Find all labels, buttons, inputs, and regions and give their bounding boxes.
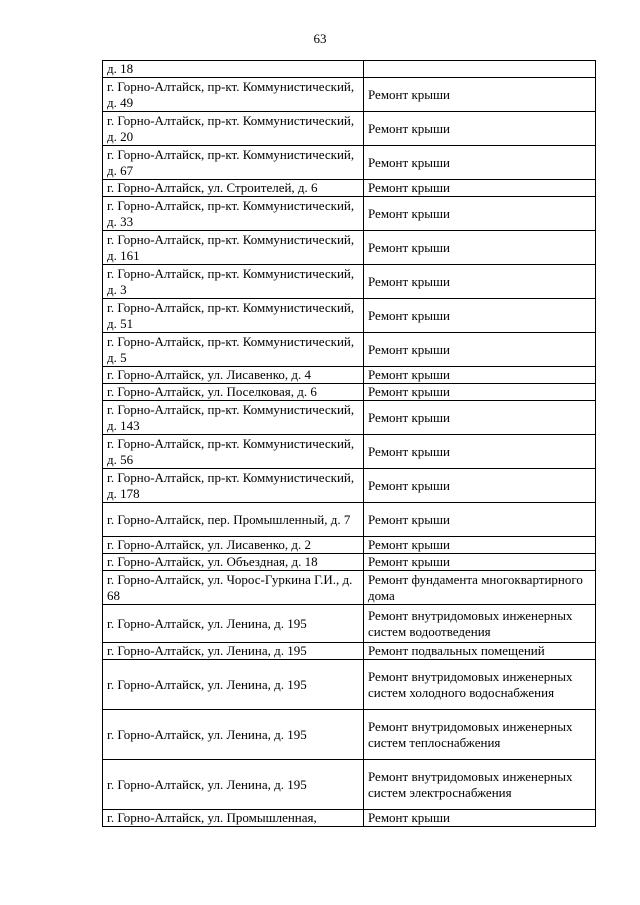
table-row (103, 469, 596, 503)
address-cell: г. Горно-Алтайск, пер. Промышленный, д. 7 (103, 503, 364, 537)
address-cell: д. 18 (103, 61, 364, 78)
table-row (103, 146, 596, 180)
address-cell: г. Горно-Алтайск, пр-кт. Коммунистический, д. 5 (103, 333, 364, 367)
table-row (103, 112, 596, 146)
work-type-cell: Ремонт крыши (364, 146, 596, 180)
work-type-cell: Ремонт внутридомовых инженерных систем теплоснабжения (364, 710, 596, 760)
work-type-cell: Ремонт крыши (364, 554, 596, 571)
address-cell: г. Горно-Алтайск, пр-кт. Коммунистический, д. 51 (103, 299, 364, 333)
address-cell: г. Горно-Алтайск, ул. Лисавенко, д. 2 (103, 537, 364, 554)
address-cell: г. Горно-Алтайск, ул. Промышленная, (103, 810, 364, 827)
address-cell: г. Горно-Алтайск, пр-кт. Коммунистический, д. 20 (103, 112, 364, 146)
work-type-cell: Ремонт крыши (364, 537, 596, 554)
address-cell: г. Горно-Алтайск, пр-кт. Коммунистический, д. 3 (103, 265, 364, 299)
table-row (103, 571, 596, 605)
work-type-cell: Ремонт крыши (364, 265, 596, 299)
table-row (103, 660, 596, 710)
table-row (103, 554, 596, 571)
page-number: 63 (313, 31, 327, 46)
address-cell: г. Горно-Алтайск, пр-кт. Коммунистический, д. 56 (103, 435, 364, 469)
work-type-cell: Ремонт крыши (364, 367, 596, 384)
table-row (103, 180, 596, 197)
address-cell: г. Горно-Алтайск, ул. Ленина, д. 195 (103, 643, 364, 660)
table-row (103, 299, 596, 333)
table-row (103, 231, 596, 265)
table-row (103, 265, 596, 299)
table-row (103, 78, 596, 112)
address-cell: г. Горно-Алтайск, пр-кт. Коммунистический, д. 49 (103, 78, 364, 112)
work-type-cell: Ремонт крыши (364, 810, 596, 827)
address-cell: г. Горно-Алтайск, ул. Строителей, д. 6 (103, 180, 364, 197)
table-row (103, 367, 596, 384)
work-type-cell: Ремонт крыши (364, 78, 596, 112)
address-cell: г. Горно-Алтайск, ул. Ленина, д. 195 (103, 710, 364, 760)
address-cell: г. Горно-Алтайск, пр-кт. Коммунистический, д. 178 (103, 469, 364, 503)
table-row (103, 333, 596, 367)
work-type-cell: Ремонт крыши (364, 197, 596, 231)
table-row (103, 61, 596, 78)
table-row (103, 197, 596, 231)
work-type-cell: Ремонт крыши (364, 401, 596, 435)
work-type-cell: Ремонт крыши (364, 384, 596, 401)
table-row (103, 710, 596, 760)
work-type-cell: Ремонт внутридомовых инженерных систем холодного водоснабжения (364, 660, 596, 710)
address-cell: г. Горно-Алтайск, ул. Ленина, д. 195 (103, 760, 364, 810)
table-row (103, 605, 596, 643)
address-cell: г. Горно-Алтайск, пр-кт. Коммунистический, д. 67 (103, 146, 364, 180)
table-row (103, 401, 596, 435)
table-row (103, 810, 596, 827)
work-type-cell: Ремонт фундамента многоквартирного дома (364, 571, 596, 605)
table-row (103, 384, 596, 401)
address-cell: г. Горно-Алтайск, ул. Объездная, д. 18 (103, 554, 364, 571)
work-type-cell: Ремонт крыши (364, 333, 596, 367)
work-type-cell: Ремонт подвальных помещений (364, 643, 596, 660)
address-cell: г. Горно-Алтайск, пр-кт. Коммунистический, д. 143 (103, 401, 364, 435)
address-cell: г. Горно-Алтайск, ул. Ленина, д. 195 (103, 660, 364, 710)
work-type-cell: Ремонт внутридомовых инженерных систем водоотведения (364, 605, 596, 643)
work-type-cell: Ремонт крыши (364, 180, 596, 197)
work-type-cell: Ремонт крыши (364, 503, 596, 537)
work-type-cell (364, 61, 596, 78)
work-type-cell: Ремонт крыши (364, 435, 596, 469)
work-type-cell: Ремонт крыши (364, 299, 596, 333)
table-row (103, 643, 596, 660)
address-cell: г. Горно-Алтайск, ул. Ленина, д. 195 (103, 605, 364, 643)
work-type-cell: Ремонт крыши (364, 231, 596, 265)
address-cell: г. Горно-Алтайск, ул. Чорос-Гуркина Г.И., д. 68 (103, 571, 364, 605)
work-type-cell: Ремонт внутридомовых инженерных систем электроснабжения (364, 760, 596, 810)
work-type-cell: Ремонт крыши (364, 112, 596, 146)
address-cell: г. Горно-Алтайск, пр-кт. Коммунистический, д. 33 (103, 197, 364, 231)
address-cell: г. Горно-Алтайск, пр-кт. Коммунистический, д. 161 (103, 231, 364, 265)
work-type-cell: Ремонт крыши (364, 469, 596, 503)
address-cell: г. Горно-Алтайск, ул. Лисавенко, д. 4 (103, 367, 364, 384)
works-table-body (103, 61, 596, 827)
table-row (103, 503, 596, 537)
works-table (102, 60, 596, 827)
table-row (103, 760, 596, 810)
table-row (103, 435, 596, 469)
address-cell: г. Горно-Алтайск, ул. Поселковая, д. 6 (103, 384, 364, 401)
table-row (103, 537, 596, 554)
